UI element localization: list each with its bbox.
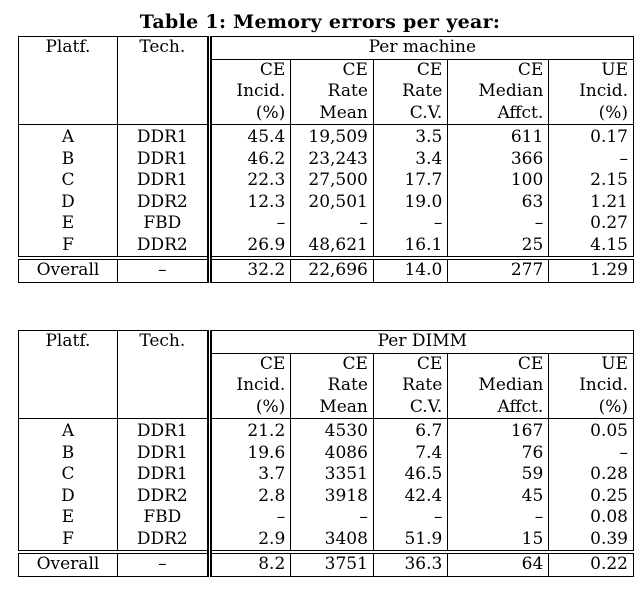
cell-ue-incid: 4.15	[549, 235, 634, 259]
cell-ce-median: 25	[448, 235, 549, 259]
header-ce-rate-cv: Rate	[373, 81, 447, 103]
table-row	[19, 170, 634, 192]
cell-ue-incid: –	[549, 443, 634, 465]
cell-platform: C	[19, 170, 118, 192]
header-ue-incid: UE	[549, 353, 634, 375]
cell-tech: DDR2	[117, 235, 209, 259]
cell-ce-median: 64	[448, 552, 549, 576]
cell-ue-incid: 1.29	[549, 258, 634, 282]
cell-tech: DDR1	[136, 148, 188, 169]
cell-tech: DDR1	[136, 442, 188, 463]
cell-ue-incid: 1.21	[549, 192, 634, 214]
cell-ce-rate-mean: 3918	[291, 486, 374, 508]
cell-platform: B	[19, 443, 118, 465]
header-ce-rate-cv: CE	[373, 59, 447, 81]
cell-ce-rate-mean: –	[291, 213, 374, 235]
cell-ce-median: 76	[448, 443, 549, 465]
cell-ce-rate-cv: 42.4	[373, 486, 447, 508]
cell-ce-incid: 22.3	[209, 170, 291, 192]
table-row	[19, 235, 634, 259]
cell-tech: –	[117, 552, 209, 576]
cell-ce-rate-mean: 3751	[291, 552, 374, 576]
cell-tech: –	[117, 258, 209, 282]
cell-ce-rate-cv: 51.9	[373, 529, 447, 553]
cell-ce-rate-cv: 7.4	[373, 443, 447, 465]
cell-ce-rate-cv: 3.4	[373, 149, 447, 171]
cell-ce-incid: 45.4	[209, 125, 291, 149]
cell-ce-rate-cv: 36.3	[373, 552, 447, 576]
cell-ce-median: 366	[448, 149, 549, 171]
cell-ce-rate-mean: 3408	[291, 529, 374, 553]
cell-ue-incid: 0.27	[549, 213, 634, 235]
cell-ce-rate-cv: 19.0	[373, 192, 447, 214]
header-ce-rate-cv: C.V.	[373, 103, 447, 125]
cell-ce-incid: 2.8	[209, 486, 291, 508]
overall-row	[19, 552, 634, 576]
cell-ce-incid: 46.2	[209, 149, 291, 171]
header-ue-incid: Incid.	[549, 81, 634, 103]
cell-ce-rate-mean: –	[291, 507, 374, 529]
header-ce-median: CE	[448, 59, 549, 81]
header-platform: Platf.	[19, 37, 118, 125]
cell-ce-incid: 12.3	[209, 192, 291, 214]
cell-platform: B	[19, 149, 118, 171]
cell-ce-rate-mean: 3351	[291, 464, 374, 486]
overall-row	[19, 258, 634, 282]
header-ce-incid: Incid.	[209, 375, 291, 397]
table-row	[19, 213, 634, 235]
header-ce-incid: CE	[209, 353, 291, 375]
header-group-label: Per machine	[209, 37, 633, 60]
header-ce-median: Affct.	[448, 103, 549, 125]
cell-tech: DDR1	[136, 170, 188, 190]
cell-ce-rate-cv: 3.5	[373, 125, 447, 149]
header-ce-incid: (%)	[209, 397, 291, 419]
cell-ce-rate-mean: 19,509	[291, 125, 374, 149]
cell-ce-rate-cv: 16.1	[373, 235, 447, 259]
overall-label: Overall	[19, 552, 118, 576]
cell-ce-median: 167	[448, 419, 549, 443]
header-ce-incid: Incid.	[209, 81, 291, 103]
header-ue-incid: (%)	[549, 397, 634, 419]
header-ce-rate-mean: Rate	[291, 375, 374, 397]
cell-platform: E	[19, 507, 118, 529]
header-ce-rate-mean: CE	[291, 59, 374, 81]
table-row	[19, 464, 634, 486]
cell-ue-incid: 0.17	[549, 125, 634, 149]
cell-tech: DDR2	[136, 191, 188, 212]
cell-ce-rate-mean: 48,621	[291, 235, 374, 259]
header-ce-median: Affct.	[448, 397, 549, 419]
table-row	[19, 507, 634, 529]
header-ce-rate-mean: Rate	[291, 81, 374, 103]
cell-platform: E	[19, 213, 118, 235]
table-row	[19, 419, 634, 443]
cell-ce-median: –	[448, 213, 549, 235]
cell-ce-incid: –	[209, 507, 291, 529]
cell-platform: F	[19, 235, 118, 259]
header-ce-incid: CE	[209, 59, 291, 81]
header-ce-median: Median	[448, 375, 549, 397]
cell-tech: DDR1	[136, 127, 188, 147]
cell-tech: FBD	[143, 213, 182, 233]
cell-ce-rate-cv: 17.7	[373, 170, 447, 192]
cell-tech: DDR2	[136, 485, 188, 506]
header-ce-rate-cv: C.V.	[373, 397, 447, 419]
cell-ce-median: 45	[448, 486, 549, 508]
cell-ce-rate-mean: 20,501	[291, 192, 374, 214]
cell-ce-rate-mean: 4086	[291, 443, 374, 465]
cell-ce-incid: –	[209, 213, 291, 235]
header-ce-rate-mean: Mean	[291, 397, 374, 419]
header-tech: Tech.	[117, 331, 209, 419]
header-ce-rate-cv: CE	[373, 353, 447, 375]
header-group-label: Per DIMM	[209, 331, 633, 354]
table-row	[19, 149, 634, 171]
header-ue-incid: Incid.	[549, 375, 634, 397]
table-caption: Table 1: Memory errors per year:	[139, 11, 501, 33]
cell-ce-rate-mean: 22,696	[291, 258, 374, 282]
cell-ce-median: 611	[448, 125, 549, 149]
cell-ue-incid: 0.05	[549, 419, 634, 443]
cell-ce-rate-cv: 14.0	[373, 258, 447, 282]
cell-ce-incid: 21.2	[209, 419, 291, 443]
header-platform: Platf.	[19, 331, 118, 419]
cell-platform: D	[19, 192, 118, 214]
cell-ce-incid: 3.7	[209, 464, 291, 486]
cell-ce-incid: 2.9	[209, 529, 291, 553]
header-ce-median: Median	[448, 81, 549, 103]
cell-platform: D	[19, 486, 118, 508]
cell-tech: FBD	[143, 507, 182, 527]
cell-ce-rate-mean: 4530	[291, 419, 374, 443]
cell-ue-incid: 2.15	[549, 170, 634, 192]
cell-ce-incid: 8.2	[209, 552, 291, 576]
header-ce-rate-mean: Mean	[291, 103, 374, 125]
cell-ce-rate-cv: –	[373, 507, 447, 529]
cell-ce-median: 277	[448, 258, 549, 282]
cell-tech: DDR1	[136, 421, 188, 441]
cell-ue-incid: 0.28	[549, 464, 634, 486]
per-machine-table	[18, 36, 634, 283]
per-dimm-table	[18, 330, 634, 577]
header-ce-median: CE	[448, 353, 549, 375]
cell-ue-incid: 0.25	[549, 486, 634, 508]
cell-ce-incid: 19.6	[209, 443, 291, 465]
cell-ce-median: 59	[448, 464, 549, 486]
header-ce-rate-cv: Rate	[373, 375, 447, 397]
cell-ce-rate-mean: 23,243	[291, 149, 374, 171]
header-ce-incid: (%)	[209, 103, 291, 125]
table-row	[19, 443, 634, 465]
table-row	[19, 125, 634, 149]
header-ue-incid: UE	[549, 59, 634, 81]
cell-ce-median: 100	[448, 170, 549, 192]
cell-ce-rate-cv: –	[373, 213, 447, 235]
cell-ce-median: –	[448, 507, 549, 529]
table-row	[19, 486, 634, 508]
cell-ue-incid: –	[549, 149, 634, 171]
cell-ce-median: 63	[448, 192, 549, 214]
cell-ce-rate-cv: 6.7	[373, 419, 447, 443]
header-ce-rate-mean: CE	[291, 353, 374, 375]
cell-platform: F	[19, 529, 118, 553]
cell-ce-median: 15	[448, 529, 549, 553]
cell-platform: C	[19, 464, 118, 486]
cell-tech: DDR2	[117, 529, 209, 553]
cell-ce-rate-mean: 27,500	[291, 170, 374, 192]
table-row	[19, 529, 634, 553]
header-ue-incid: (%)	[549, 103, 634, 125]
cell-ue-incid: 0.08	[549, 507, 634, 529]
table-row	[19, 192, 634, 214]
cell-ce-rate-cv: 46.5	[373, 464, 447, 486]
cell-platform: A	[19, 419, 118, 443]
cell-ue-incid: 0.39	[549, 529, 634, 553]
overall-label: Overall	[19, 258, 118, 282]
cell-platform: A	[19, 125, 118, 149]
cell-ce-incid: 32.2	[209, 258, 291, 282]
cell-ue-incid: 0.22	[549, 552, 634, 576]
cell-ce-incid: 26.9	[209, 235, 291, 259]
header-tech: Tech.	[117, 37, 209, 125]
cell-tech: DDR1	[136, 464, 188, 484]
